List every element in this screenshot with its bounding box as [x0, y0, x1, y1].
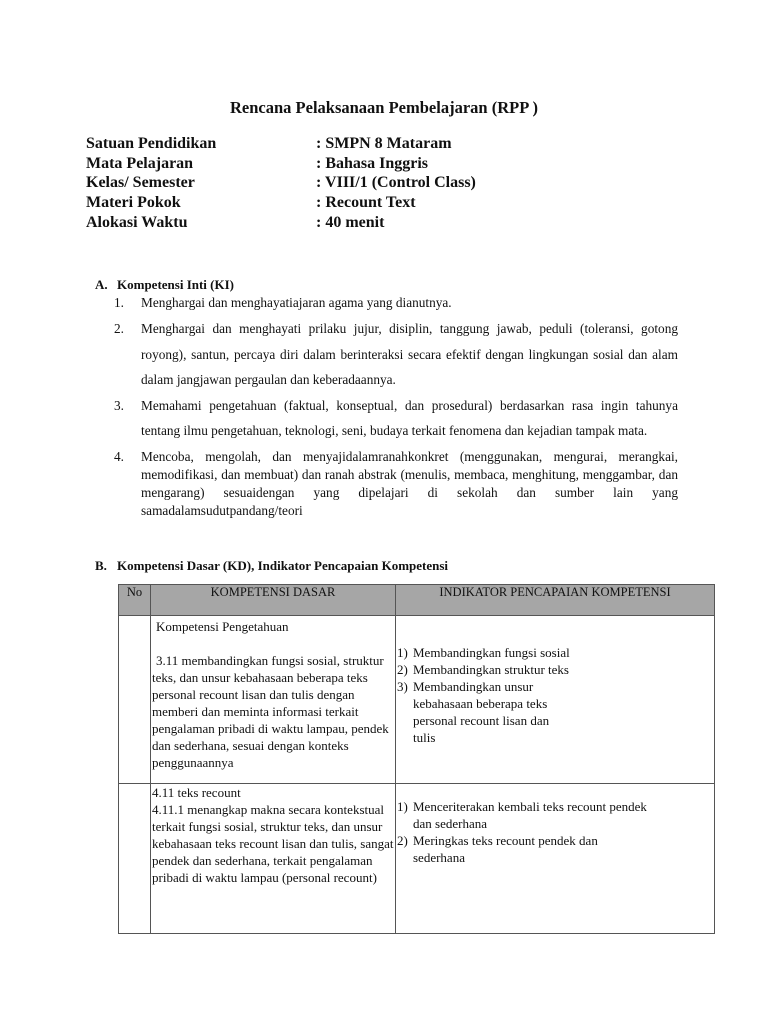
- table-header-row: [119, 585, 715, 616]
- header-no: No: [119, 585, 151, 616]
- info-value: : VIII/1 (Control Class): [316, 174, 476, 192]
- ki-list: [114, 294, 678, 520]
- indicator-list: [397, 644, 713, 746]
- header-kompetensi-dasar: KOMPETENSI DASAR: [151, 585, 396, 616]
- info-value: : Bahasa Inggris: [316, 154, 429, 172]
- ki-item: [114, 294, 678, 312]
- ki-number: 3.: [114, 397, 124, 413]
- kd-heading: 4.11 teks recount: [152, 785, 241, 800]
- list-item: [397, 798, 713, 832]
- info-value: : Recount Text: [316, 194, 416, 212]
- indicator-number: 2): [397, 662, 408, 677]
- list-item: [397, 644, 713, 661]
- row-kd: [151, 616, 396, 784]
- kd-text: 4.11.1 menangkap makna secara kontekstual terkait fungsi sosial, struktur teks, dan unsur kebahasaan teks recount lisan dan tulis, sangat pendek dan sederhana, terkait pengalaman pribadi di waktu lampau (personal recount): [152, 802, 394, 885]
- indicator-number: 1): [397, 799, 408, 814]
- info-row-satuan: [86, 134, 476, 154]
- info-label: Kelas/ Semester: [86, 174, 195, 192]
- ki-number: 1.: [114, 295, 124, 310]
- info-row-kelas: [86, 173, 476, 193]
- info-value: : 40 menit: [316, 213, 385, 231]
- table-row: [119, 616, 715, 784]
- section-letter: B.: [95, 558, 107, 573]
- section-heading-text: Kompetensi Inti (KI): [117, 277, 234, 292]
- ki-number: 2.: [114, 321, 124, 336]
- table-row: [119, 784, 715, 934]
- indicator-text: Membandingkan fungsi sosial: [413, 645, 570, 660]
- indicator-text: Membandingkan unsur kebahasaan beberapa teks personal recount lisan dan tulis: [413, 679, 550, 745]
- row-kd: [151, 784, 396, 934]
- indicator-number: 2): [397, 833, 408, 848]
- indicator-list: [397, 798, 713, 866]
- indicator-text: Meringkas teks recount pendek dan sederhana: [413, 833, 598, 865]
- document-title: Rencana Pelaksanaan Pembelajaran (RPP ): [230, 98, 538, 117]
- info-block: [86, 134, 476, 232]
- info-row-mapel: [86, 154, 476, 174]
- kd-table: [118, 584, 715, 934]
- indicator-number: 1): [397, 645, 408, 660]
- kd-text: 3.11 membandingkan fungsi sosial, struktur teks, dan unsur kebahasaan beberapa teks personal recount lisan dan tulis dengan memberi dan meminta informasi terkait pengalaman pribadi di waktu lampau, pendek dan sederhana, sesuai dengan konteks penggunaannya: [152, 653, 389, 770]
- ki-text: Memahami pengetahuan (faktual, konseptual, dan prosedural) berdasarkan rasa ingin tahunya tentang ilmu pengetahuan, teknologi, seni, budaya terkait fenomena dan kejadian tampak mata.: [141, 397, 678, 438]
- ki-text: Menghargai dan menghayati prilaku jujur, disiplin, tanggung jawab, peduli (toleransi, gotong royong), santun, percaya diri dalam berinteraksi secara efektif dengan lingkungan sosial dan alam dalam jangjawan pergaulan dan keberadaannya.: [141, 321, 678, 387]
- list-item: [397, 661, 713, 678]
- row-indicators: [396, 784, 715, 934]
- info-label: Materi Pokok: [86, 194, 181, 212]
- ki-item: [114, 393, 678, 443]
- section-a-heading: [95, 277, 234, 293]
- indicator-number: 3): [397, 679, 408, 694]
- kd-heading: Kompetensi Pengetahuan: [156, 619, 289, 634]
- info-label: Mata Pelajaran: [86, 154, 194, 172]
- indicator-text: Menceriterakan kembali teks recount pendek dan sederhana: [413, 799, 647, 831]
- info-row-materi: [86, 193, 476, 213]
- header-indikator: INDIKATOR PENCAPAIAN KOMPETENSI: [396, 585, 715, 616]
- indicator-text: Membandingkan struktur teks: [413, 662, 569, 677]
- list-item: [397, 832, 713, 866]
- row-indicators: [396, 616, 715, 784]
- ki-text: Menghargai dan menghayatiajaran agama yang dianutnya.: [141, 295, 452, 310]
- ki-text: Mencoba, mengolah, dan menyajidalamranahkonkret (menggunakan, mengurai, merangkai, memodifikasi, dan membuat) dan ranah abstrak (menulis, membaca, menghitung, menggambar, dan mengarang) sesuaidengan yang dipelajari di sekolah dan sumber lain yang samadalamsudutpandang/teori: [141, 448, 678, 518]
- section-b-heading: [95, 558, 448, 574]
- info-value: : SMPN 8 Mataram: [316, 135, 452, 152]
- ki-item: [114, 448, 678, 520]
- row-no: [119, 616, 151, 784]
- list-item: [397, 678, 713, 746]
- row-no: [119, 784, 151, 934]
- info-row-alokasi: [86, 213, 476, 233]
- info-label: Satuan Pendidikan: [86, 135, 217, 152]
- section-heading-text: Kompetensi Dasar (KD), Indikator Pencapaian Kompetensi: [117, 558, 449, 573]
- section-letter: A.: [95, 277, 108, 292]
- ki-number: 4.: [114, 448, 124, 464]
- info-label: Alokasi Waktu: [86, 213, 188, 231]
- ki-item: [114, 316, 678, 393]
